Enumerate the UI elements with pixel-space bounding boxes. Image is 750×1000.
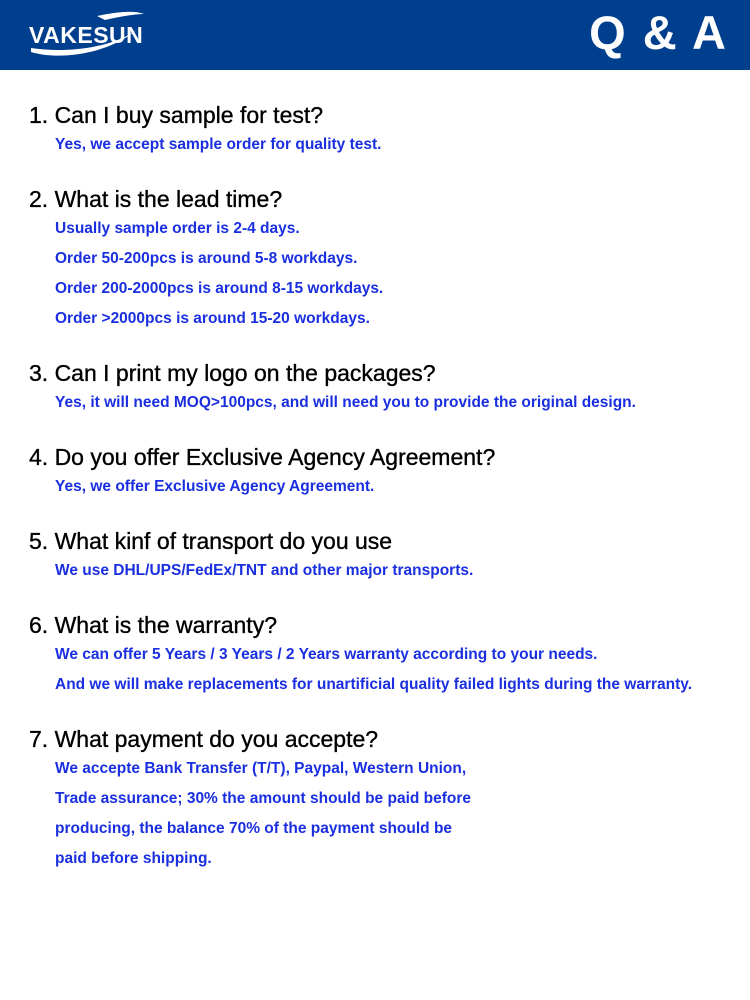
qa-item-1 [29,100,729,160]
page-title: Q & A [589,6,728,59]
answer-line: We use DHL/UPS/FedEx/TNT and other major transports. [55,562,474,579]
header-bar [0,0,750,70]
answer-line: Order >2000pcs is around 15-20 workdays. [55,310,370,327]
answer-line: And we will make replacements for unartificial quality failed lights during the warranty. [55,676,693,693]
answer-line: Yes, we accept sample order for quality test. [55,136,382,153]
answer-line: Yes, we offer Exclusive Agency Agreement. [55,478,375,495]
qa-item-2 [29,184,729,334]
answer-line: We accepte Bank Transfer (T/T), Paypal, Western Union, [55,760,467,777]
question-4: 4. Do you offer Exclusive Agency Agreement? [29,444,496,470]
answer-line: Order 50-200pcs is around 5-8 workdays. [55,250,358,267]
answer-line: paid before shipping. [55,850,212,867]
qa-item-7 [29,724,729,874]
answer-line: Yes, it will need MOQ>100pcs, and will need you to provide the original design. [55,394,636,411]
answer-line: Trade assurance; 30% the amount should be paid before [55,790,472,807]
answer-line: Order 200-2000pcs is around 8-15 workdays. [55,280,384,297]
question-6: 6. What is the warranty? [29,612,277,638]
answer-line: We can offer 5 Years / 3 Years / 2 Years warranty according to your needs. [55,646,598,663]
question-7: 7. What payment do you accepte? [29,726,379,752]
qa-item-3 [29,358,729,418]
answer-line: producing, the balance 70% of the payment should be [55,820,453,837]
answer-line: Usually sample order is 2-4 days. [55,220,300,237]
question-2: 2. What is the lead time? [29,186,283,212]
vakesun-logo [27,8,147,62]
question-3: 3. Can I print my logo on the packages? [29,360,436,386]
question-1: 1. Can I buy sample for test? [29,102,324,128]
brand-name: VAKESUN [29,22,144,48]
qa-item-6 [29,610,729,700]
qa-item-4 [29,442,729,502]
qa-item-5 [29,526,729,586]
question-5: 5. What kinf of transport do you use [29,528,393,554]
